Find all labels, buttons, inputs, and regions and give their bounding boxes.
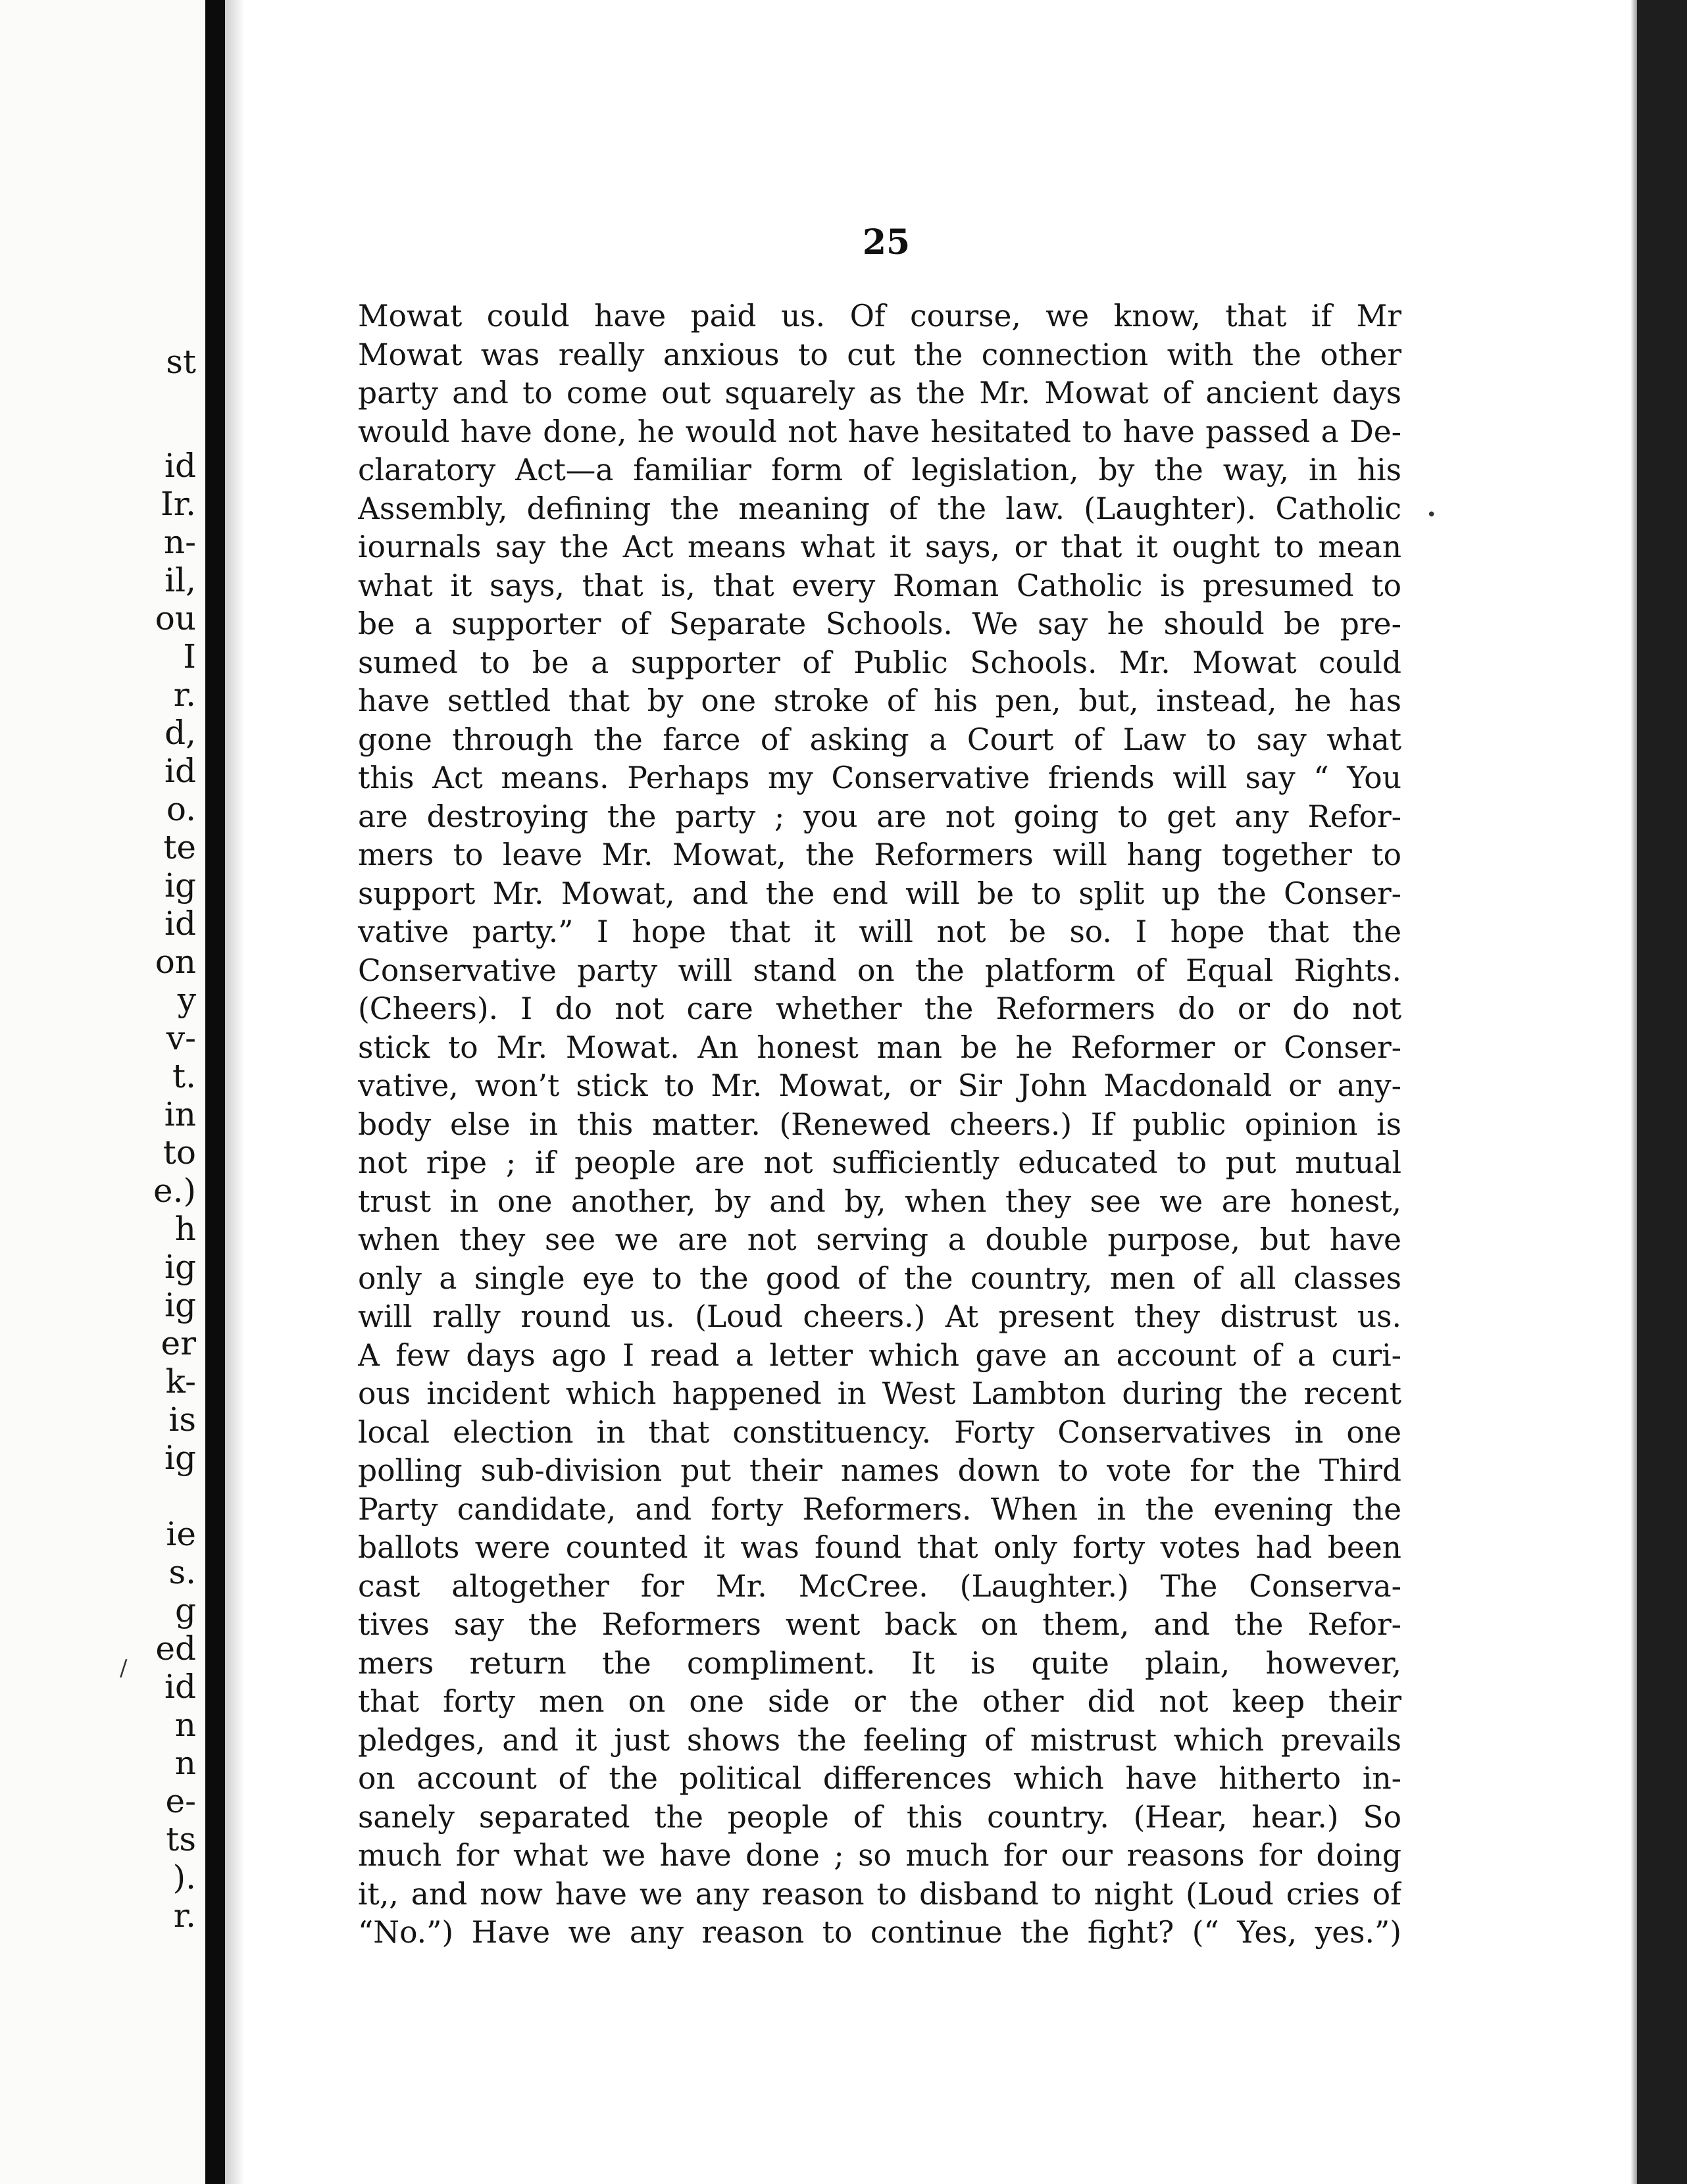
page-edge-shadow	[1630, 0, 1637, 2184]
left-fragment: id	[164, 905, 196, 943]
text-line: A few days ago I read a letter which gave an account of a curi-	[358, 1337, 1401, 1373]
text-line: “No.”) Have we any reason to continue the fight? (“ Yes, yes.”)	[358, 1915, 1401, 1950]
text-line: party and to come out squarely as the Mr. Mowat of ancient days	[358, 376, 1401, 410]
left-fragment: ig	[164, 1439, 196, 1477]
right-scan-border	[1637, 0, 1687, 2184]
text-line: iournals say the Act means what it says, or that it ought to mean	[358, 530, 1401, 564]
text-line: cast altogether for Mr. McCree. (Laughter.) The Conserva-	[358, 1568, 1401, 1604]
text-line: support Mr. Mowat, and the end will be to split up the Conser-	[358, 876, 1401, 911]
text-line: only a single eye to the good of the country, men of all classes	[358, 1260, 1401, 1296]
text-line: Mowat could have paid us. Of course, we know, that if Mr	[358, 299, 1401, 334]
left-fragment: e.)	[153, 1172, 196, 1210]
text-line: that forty men on one side or the other did not keep their	[358, 1684, 1401, 1719]
text-line: claratory Act—a familiar form of legislation, by the way, in his	[358, 453, 1401, 487]
text-line: local election in that constituency. Forty Conservatives in one	[358, 1414, 1401, 1450]
text-line: sumed to be a supporter of Public Schools. Mr. Mowat could	[358, 645, 1401, 680]
left-fragment: to	[163, 1133, 196, 1172]
text-line: much for what we have done ; so much for our reasons for doing	[358, 1838, 1401, 1873]
left-fragment: id	[164, 1668, 196, 1706]
text-line: would have done, he would not have hesitated to have passed a De-	[358, 414, 1401, 449]
left-fragment: ig	[164, 1286, 196, 1324]
text-line: when they see we are not serving a double purpose, but have	[358, 1222, 1401, 1257]
text-line: sanely separated the people of this country. (Hear, hear.) So	[358, 1799, 1401, 1835]
text-line: body else in this matter. (Renewed cheers.) If public opinion is	[358, 1106, 1401, 1142]
text-line: Conservative party will stand on the platform of Equal Rights.	[358, 953, 1401, 988]
left-fragment: id	[164, 447, 196, 485]
text-line: Assembly, defining the meaning of the law. (Laughter). Catholic	[358, 491, 1401, 526]
text-line: ballots were counted it was found that only forty votes had been	[358, 1530, 1401, 1565]
left-fragment: v-	[166, 1019, 196, 1057]
left-fragment: I	[183, 637, 196, 676]
page-number: 25	[862, 222, 911, 262]
text-line: be a supporter of Separate Schools. We say he should be pre-	[358, 607, 1401, 641]
left-fragment: r.	[173, 676, 196, 714]
left-fragment: ig	[164, 1248, 196, 1286]
left-fragment: k-	[165, 1362, 196, 1401]
left-fragment: g	[174, 1591, 196, 1629]
left-fragment: n-	[163, 523, 196, 561]
text-line: vative party.” I hope that it will not be so. I hope that the	[358, 914, 1401, 949]
left-fragment: d,	[164, 714, 196, 752]
text-line: are destroying the party ; you are not going to get any Refor-	[358, 799, 1401, 834]
left-fragment: in	[164, 1095, 196, 1133]
text-line: ous incident which happened in West Lambton during the recent	[358, 1376, 1401, 1411]
left-fragment: is	[168, 1401, 196, 1439]
text-line: trust in one another, by and by, when they see we are honest,	[358, 1183, 1401, 1219]
left-fragment: h	[174, 1210, 196, 1248]
left-fragment: on	[155, 943, 196, 981]
left-fragment: y	[177, 981, 196, 1019]
page-body-text	[358, 297, 1401, 1952]
left-fragment: n	[174, 1744, 196, 1782]
text-line: gone through the farce of asking a Court of Law to say what	[358, 722, 1401, 757]
left-fragment: o.	[166, 790, 196, 828]
left-fragment: id	[164, 752, 196, 790]
text-line: what it says, that is, that every Roman Catholic is presumed to	[358, 568, 1401, 603]
left-fragment: n	[174, 1706, 196, 1744]
left-fragment: e-	[165, 1782, 196, 1820]
text-line: mers to leave Mr. Mowat, the Reformers will hang together to	[358, 837, 1401, 872]
text-line: polling sub-division put their names down to vote for the Third	[358, 1453, 1401, 1488]
text-line: will rally round us. (Loud cheers.) At present they distrust us.	[358, 1299, 1401, 1334]
left-fragment: st	[166, 343, 196, 381]
left-fragment: s.	[168, 1553, 196, 1591]
left-fragment: ).	[172, 1858, 196, 1897]
left-fragment: ts	[166, 1820, 196, 1858]
left-fragment: il,	[164, 561, 196, 599]
text-line: this Act means. Perhaps my Conservative friends will say “ You	[358, 760, 1401, 795]
text-line: stick to Mr. Mowat. An honest man be he Reformer or Conser-	[358, 1030, 1401, 1065]
text-line: Party candidate, and forty Reformers. When in the evening the	[358, 1491, 1401, 1527]
left-fragment: ed	[155, 1629, 196, 1668]
left-fragment: t.	[172, 1057, 196, 1095]
text-line: vative, won’t stick to Mr. Mowat, or Sir John Macdonald or any-	[358, 1068, 1401, 1103]
text-line: not ripe ; if people are not sufficiently educated to put mutual	[358, 1145, 1401, 1180]
text-line: on account of the political differences which have hitherto in-	[358, 1761, 1401, 1796]
text-line: it,, and now have we any reason to disband to night (Loud cries of	[358, 1876, 1401, 1912]
left-fragment: ou	[155, 599, 196, 637]
stray-ink-dot: •	[1426, 505, 1437, 525]
left-fragment: er	[161, 1324, 196, 1362]
left-fragment: ig	[164, 866, 196, 905]
text-line: Mowat was really anxious to cut the connection with the other	[358, 337, 1401, 372]
left-fragment: r.	[173, 1897, 196, 1935]
left-page-text-fragments	[0, 0, 205, 2184]
gutter-shadow	[225, 0, 245, 2184]
left-fragment: ie	[166, 1515, 196, 1553]
text-line: (Cheers). I do not care whether the Reformers do or do not	[358, 991, 1401, 1026]
text-line: have settled that by one stroke of his pen, but, instead, he has	[358, 683, 1401, 718]
left-fragment: Ir.	[160, 485, 196, 523]
text-line: mers return the compliment. It is quite plain, however,	[358, 1645, 1401, 1681]
text-line: tives say the Reformers went back on them, and the Refor-	[358, 1607, 1401, 1642]
text-line: pledges, and it just shows the feeling of mistrust which prevails	[358, 1722, 1401, 1758]
stray-ink-mark: /	[120, 1655, 128, 1681]
book-gutter	[205, 0, 225, 2184]
left-fragment: te	[163, 828, 196, 866]
